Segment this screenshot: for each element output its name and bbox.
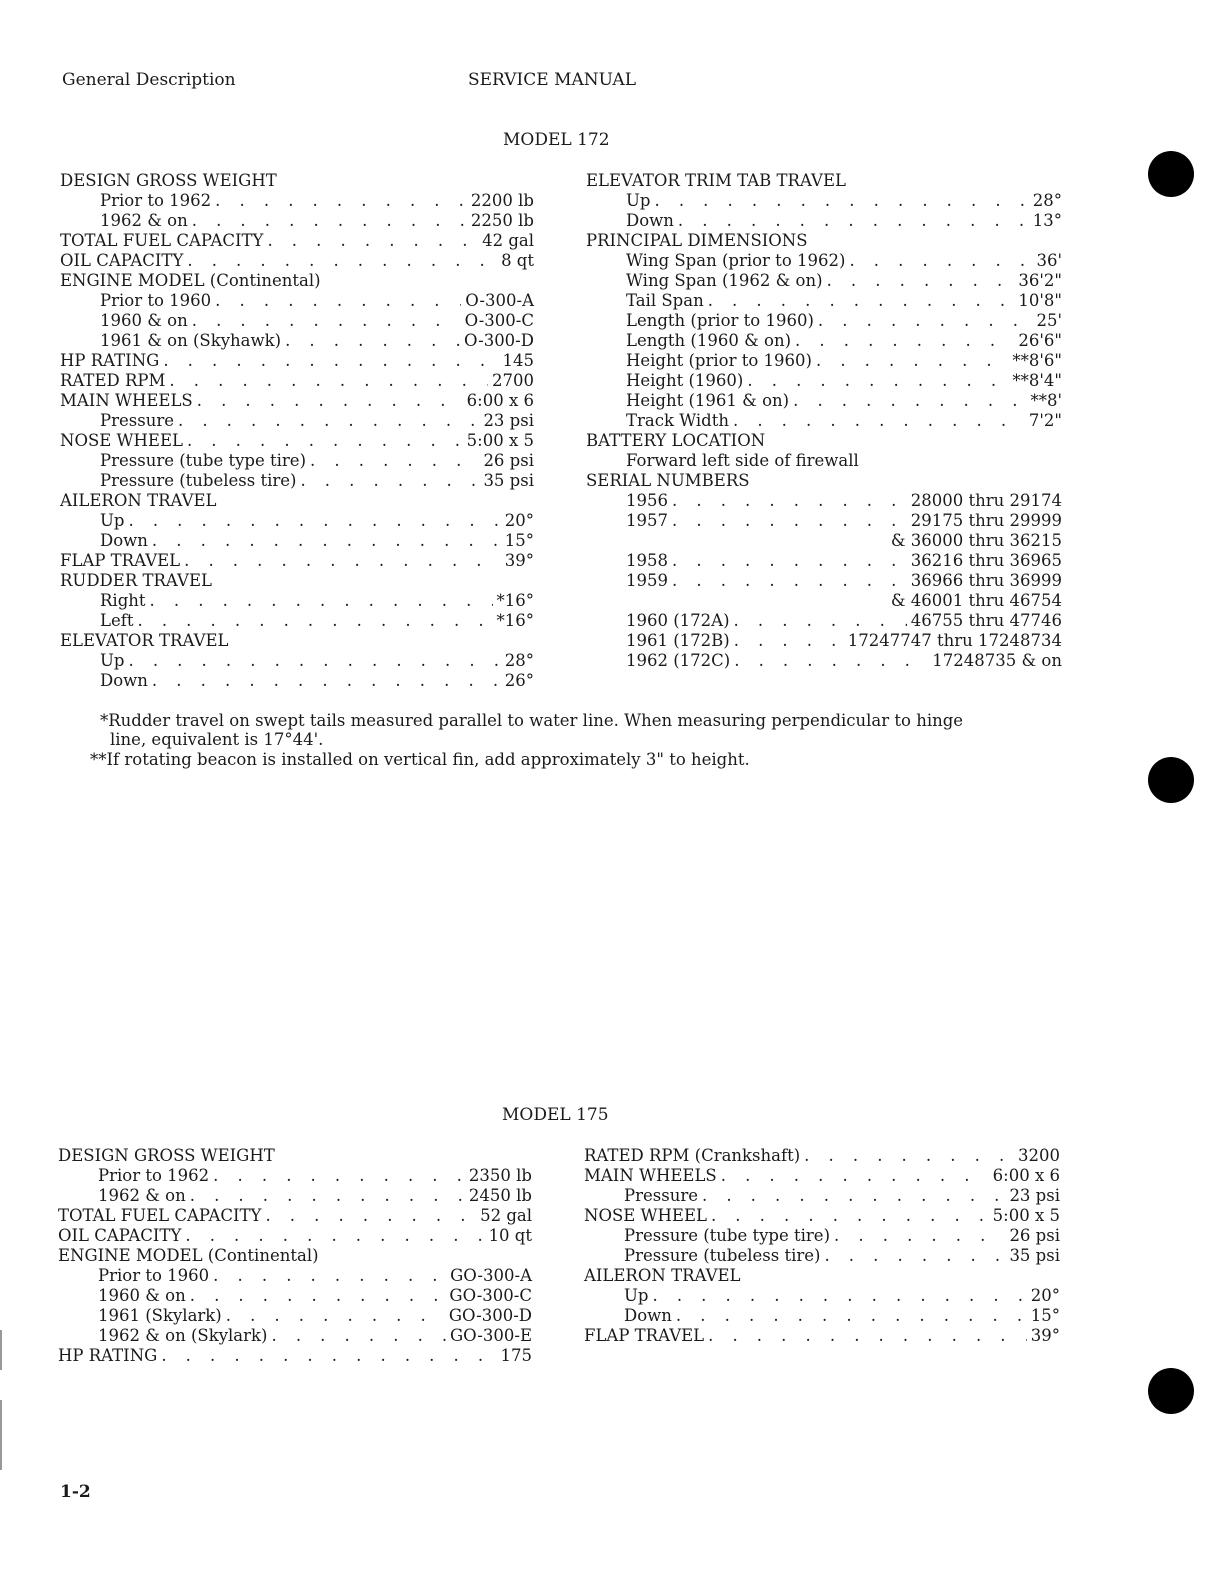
spec-row: [584, 1326, 1060, 1346]
spec-row: [586, 211, 1062, 231]
spec-label: Prior to 1960: [98, 1266, 210, 1285]
leader-dots: [827, 271, 1015, 291]
margin-mark: [0, 1330, 2, 1370]
spec-label: ELEVATOR TRIM TAB TRAVEL: [586, 171, 846, 190]
spec-value: GO-300-E: [449, 1326, 532, 1345]
spec-row: [60, 451, 534, 471]
spec-label: Pressure: [624, 1186, 698, 1205]
spec-row: [586, 251, 1062, 271]
spec-value: 8 qt: [501, 251, 534, 270]
spec-row: [60, 291, 534, 311]
model-172-right-column: [586, 171, 1062, 671]
leader-dots: [265, 1206, 476, 1226]
spec-value: 26'6": [1018, 331, 1062, 350]
spec-label: Height (1960): [626, 371, 744, 390]
spec-value: 20°: [1030, 1286, 1060, 1305]
leader-dots: [804, 1146, 1014, 1166]
spec-value: 2450 lb: [468, 1186, 532, 1205]
spec-value: 36966 thru 36999: [910, 571, 1062, 590]
leader-dots: [721, 1166, 989, 1186]
leader-dots: [128, 511, 500, 531]
spec-row: [60, 651, 534, 671]
spec-label: PRINCIPAL DIMENSIONS: [586, 231, 808, 250]
spec-value: 36': [1036, 251, 1062, 270]
leader-dots: [652, 1286, 1026, 1306]
spec-label: DESIGN GROSS WEIGHT: [60, 171, 277, 190]
spec-value: 15°: [1030, 1306, 1060, 1325]
spec-value: 2700: [492, 371, 534, 390]
leader-dots: [672, 491, 907, 511]
spec-value: 36216 thru 36965: [910, 551, 1062, 570]
spec-row: [60, 571, 534, 591]
spec-row: [58, 1266, 532, 1286]
spec-label: Up: [626, 191, 651, 210]
spec-row: [60, 171, 534, 191]
spec-label: ENGINE MODEL (Continental): [60, 271, 321, 290]
spec-row: [60, 371, 534, 391]
spec-label: Prior to 1960: [100, 291, 212, 310]
spec-label: Pressure (tube type tire): [100, 451, 307, 470]
spec-row: [60, 551, 534, 571]
spec-value: 5:00 x 5: [992, 1206, 1060, 1225]
spec-row: [586, 611, 1062, 631]
spec-row: [586, 471, 1062, 491]
spec-value: GO-300-D: [448, 1306, 532, 1325]
spec-label: NOSE WHEEL: [60, 431, 183, 450]
spec-value: 52 gal: [480, 1206, 532, 1225]
leader-dots: [816, 351, 1008, 371]
spec-row: [586, 451, 1062, 471]
leader-dots: [187, 431, 463, 451]
spec-value: 6:00 x 6: [466, 391, 534, 410]
spec-value: **8'6": [1012, 351, 1062, 370]
spec-value: GO-300-A: [450, 1266, 532, 1285]
spec-value: 145: [502, 351, 534, 370]
spec-value: 35 psi: [483, 471, 534, 490]
spec-label: Height (prior to 1960): [626, 351, 812, 370]
leader-dots: [711, 1206, 989, 1226]
leader-dots: [187, 251, 497, 271]
spec-label: 1958: [626, 551, 668, 570]
spec-label: OIL CAPACITY: [60, 251, 184, 270]
spec-row: [60, 631, 534, 651]
spec-row: [586, 551, 1062, 571]
spec-label: TOTAL FUEL CAPACITY: [58, 1206, 262, 1225]
spec-value: **8'4": [1012, 371, 1062, 390]
spec-row: [586, 331, 1062, 351]
spec-value: 6:00 x 6: [992, 1166, 1060, 1185]
spec-row: [584, 1246, 1060, 1266]
spec-row: [586, 411, 1062, 431]
leader-dots: [708, 1326, 1027, 1346]
spec-label: Right: [100, 591, 146, 610]
spec-label: Pressure (tubeless tire): [100, 471, 297, 490]
spec-label: 1959: [626, 571, 668, 590]
leader-dots: [678, 211, 1029, 231]
leader-dots: [267, 231, 478, 251]
spec-row: [584, 1146, 1060, 1166]
leader-dots: [734, 651, 928, 671]
spec-label: 1960 & on: [98, 1286, 186, 1305]
spec-label: Forward left side of firewall: [626, 451, 859, 470]
spec-row: [60, 191, 534, 211]
spec-row: [584, 1226, 1060, 1246]
spec-row: [586, 271, 1062, 291]
spec-label: SERIAL NUMBERS: [586, 471, 750, 490]
spec-label: 1961 & on (Skyhawk): [100, 331, 282, 350]
spec-value: 29175 thru 29999: [910, 511, 1062, 530]
spec-label: 1962 & on (Skylark): [98, 1326, 268, 1345]
spec-value: 23 psi: [483, 411, 534, 430]
spec-row: [60, 471, 534, 491]
spec-value: 46755 thru 47746: [910, 611, 1062, 630]
spec-label: Up: [100, 511, 125, 530]
spec-value: 7'2": [1028, 411, 1062, 430]
spec-label: OIL CAPACITY: [58, 1226, 182, 1245]
spec-row: [586, 391, 1062, 411]
spec-label: RATED RPM (Crankshaft): [584, 1146, 801, 1165]
spec-label: Down: [100, 531, 148, 550]
spec-value: 3200: [1018, 1146, 1060, 1165]
spec-value: 2250 lb: [470, 211, 534, 230]
spec-label: Prior to 1962: [98, 1166, 210, 1185]
spec-row: [60, 591, 534, 611]
spec-label: Up: [624, 1286, 649, 1305]
leader-dots: [824, 1246, 1005, 1266]
leader-dots: [672, 511, 907, 531]
spec-value: 2200 lb: [470, 191, 534, 210]
spec-row: [60, 211, 534, 231]
spec-row: [584, 1186, 1060, 1206]
spec-row: [586, 371, 1062, 391]
leader-dots: [733, 411, 1025, 431]
spec-value: 2350 lb: [468, 1166, 532, 1185]
spec-value: 39°: [1030, 1326, 1060, 1345]
leader-dots: [747, 371, 1008, 391]
spec-label: RATED RPM: [60, 371, 166, 390]
model-175-right-column: [584, 1146, 1060, 1346]
spec-value: *16°: [496, 611, 534, 630]
spec-row: [586, 171, 1062, 191]
spec-label: Wing Span (1962 & on): [626, 271, 823, 290]
spec-label: Length (prior to 1960): [626, 311, 814, 330]
leader-dots: [654, 191, 1028, 211]
leader-dots: [190, 1286, 446, 1306]
spec-row: [60, 511, 534, 531]
leader-dots: [215, 291, 461, 311]
model-175-title: MODEL 175: [502, 1105, 609, 1125]
spec-row: [584, 1166, 1060, 1186]
spec-label: Left: [100, 611, 134, 630]
spec-value: 28°: [504, 651, 534, 670]
spec-value: 25': [1036, 311, 1062, 330]
spec-label: Track Width: [626, 411, 729, 430]
spec-row: [586, 591, 1062, 611]
spec-row: [584, 1306, 1060, 1326]
spec-value: *16°: [496, 591, 534, 610]
spec-row: [586, 651, 1062, 671]
spec-row: [60, 491, 534, 511]
spec-value: 28°: [1032, 191, 1062, 210]
leader-dots: [672, 551, 907, 571]
page-number: 1-2: [60, 1482, 91, 1502]
spec-label: 1962 (172C): [626, 651, 731, 670]
spec-label: 1961 (172B): [626, 631, 730, 650]
spec-row: [586, 431, 1062, 451]
spec-label: FLAP TRAVEL: [584, 1326, 705, 1345]
spec-label: 1957: [626, 511, 668, 530]
spec-row: [584, 1206, 1060, 1226]
spec-label: Down: [100, 671, 148, 690]
leader-dots: [834, 1226, 1005, 1246]
spec-label: Down: [624, 1306, 672, 1325]
spec-value: O-300-C: [464, 311, 534, 330]
leader-dots: [310, 451, 479, 471]
running-header-left: General Description: [62, 70, 236, 90]
leader-dots: [676, 1306, 1027, 1326]
spec-row: [60, 411, 534, 431]
spec-value: 15°: [504, 531, 534, 550]
spec-value: O-300-D: [463, 331, 534, 350]
spec-row: [58, 1206, 532, 1226]
spec-row: [60, 531, 534, 551]
spec-label: 1962 & on: [100, 211, 188, 230]
leader-dots: [163, 351, 498, 371]
spec-value: 5:00 x 5: [466, 431, 534, 450]
spec-row: [586, 571, 1062, 591]
leader-dots: [192, 211, 467, 231]
spec-row: [586, 491, 1062, 511]
spec-row: [58, 1146, 532, 1166]
leader-dots: [702, 1186, 1005, 1206]
spec-label: Pressure: [100, 411, 174, 430]
leader-dots: [190, 1186, 465, 1206]
leader-dots: [795, 331, 1014, 351]
spec-label: Wing Span (prior to 1962): [626, 251, 846, 270]
leader-dots: [152, 531, 501, 551]
spec-label: Up: [100, 651, 125, 670]
leader-dots: [213, 1166, 465, 1186]
spec-label: TOTAL FUEL CAPACITY: [60, 231, 264, 250]
leader-dots: [734, 631, 844, 651]
spec-label: Pressure (tube type tire): [624, 1226, 831, 1245]
spec-value: 23 psi: [1009, 1186, 1060, 1205]
spec-row: [60, 431, 534, 451]
spec-value: O-300-A: [465, 291, 534, 310]
spec-row: [60, 231, 534, 251]
spec-row: [58, 1226, 532, 1246]
leader-dots: [150, 591, 493, 611]
spec-row: [58, 1326, 532, 1346]
spec-value: 26 psi: [483, 451, 534, 470]
spec-value: 26 psi: [1009, 1226, 1060, 1245]
spec-value: 28000 thru 29174: [910, 491, 1062, 510]
leader-dots: [300, 471, 479, 491]
spec-row: [58, 1166, 532, 1186]
spec-row: [58, 1306, 532, 1326]
spec-row: [58, 1186, 532, 1206]
leader-dots: [137, 611, 492, 631]
spec-label: MAIN WHEELS: [60, 391, 193, 410]
spec-label: Length (1960 & on): [626, 331, 792, 350]
spec-row: [60, 311, 534, 331]
leader-dots: [197, 391, 463, 411]
leader-dots: [672, 571, 907, 591]
spec-row: [586, 531, 1062, 551]
spec-label: DESIGN GROSS WEIGHT: [58, 1146, 275, 1165]
spec-value: & 36000 thru 36215: [890, 531, 1062, 550]
spec-row: [586, 311, 1062, 331]
spec-row: [586, 231, 1062, 251]
running-header-title: SERVICE MANUAL: [468, 70, 636, 90]
spec-label: HP RATING: [58, 1346, 158, 1365]
spec-row: [60, 671, 534, 691]
binder-hole-middle: [1148, 757, 1194, 803]
leader-dots: [793, 391, 1026, 411]
spec-value: 26°: [504, 671, 534, 690]
leader-dots: [271, 1326, 446, 1346]
spec-row: [60, 331, 534, 351]
leader-dots: [849, 251, 1032, 271]
spec-label: Height (1961 & on): [626, 391, 790, 410]
spec-row: [58, 1286, 532, 1306]
spec-label: ENGINE MODEL (Continental): [58, 1246, 319, 1265]
spec-label: FLAP TRAVEL: [60, 551, 181, 570]
spec-label: HP RATING: [60, 351, 160, 370]
spec-label: Prior to 1962: [100, 191, 212, 210]
binder-hole-bottom: [1148, 1368, 1194, 1414]
binder-hole-top: [1148, 151, 1194, 197]
spec-label: 1956: [626, 491, 668, 510]
spec-label: AILERON TRAVEL: [60, 491, 217, 510]
spec-value: 39°: [504, 551, 534, 570]
spec-row: [60, 251, 534, 271]
spec-value: 36'2": [1018, 271, 1062, 290]
spec-label: 1961 (Skylark): [98, 1306, 222, 1325]
leader-dots: [184, 551, 501, 571]
spec-row: [60, 611, 534, 631]
spec-row: [586, 351, 1062, 371]
spec-row: [584, 1266, 1060, 1286]
spec-label: AILERON TRAVEL: [584, 1266, 741, 1285]
leader-dots: [128, 651, 500, 671]
spec-row: [60, 391, 534, 411]
spec-value: 20°: [504, 511, 534, 530]
spec-label: ELEVATOR TRAVEL: [60, 631, 229, 650]
spec-label: 1962 & on: [98, 1186, 186, 1205]
spec-row: [60, 271, 534, 291]
margin-mark: [0, 1400, 2, 1470]
spec-label: MAIN WHEELS: [584, 1166, 717, 1185]
leader-dots: [226, 1306, 445, 1326]
spec-label: BATTERY LOCATION: [586, 431, 766, 450]
spec-label: Down: [626, 211, 674, 230]
spec-row: [586, 631, 1062, 651]
spec-value: 10'8": [1018, 291, 1062, 310]
leader-dots: [169, 371, 488, 391]
spec-value: 13°: [1032, 211, 1062, 230]
model-172-title: MODEL 172: [503, 130, 610, 150]
leader-dots: [152, 671, 501, 691]
model-175-left-column: [58, 1146, 532, 1366]
leader-dots: [818, 311, 1033, 331]
spec-value: 35 psi: [1009, 1246, 1060, 1265]
spec-value: & 46001 thru 46754: [890, 591, 1062, 610]
footnote-rudder: *Rudder travel on swept tails measured parallel to water line. When measuring perpendicular to hinge: [100, 711, 964, 730]
leader-dots: [215, 191, 467, 211]
spec-value: 10 qt: [488, 1226, 532, 1245]
spec-value: 17247747 thru 17248734: [847, 631, 1062, 650]
spec-row: [586, 191, 1062, 211]
leader-dots: [213, 1266, 446, 1286]
spec-label: 1960 & on: [100, 311, 188, 330]
footnote-rudder-cont: line, equivalent is 17°44'.: [110, 730, 324, 749]
leader-dots: [185, 1226, 484, 1246]
spec-label: RUDDER TRAVEL: [60, 571, 212, 590]
leader-dots: [178, 411, 479, 431]
leader-dots: [708, 291, 1015, 311]
model-172-left-column: [60, 171, 534, 691]
spec-label: NOSE WHEEL: [584, 1206, 707, 1225]
spec-value: 17248735 & on: [932, 651, 1062, 670]
spec-label: Tail Span: [626, 291, 704, 310]
spec-row: [58, 1246, 532, 1266]
spec-row: [584, 1286, 1060, 1306]
footnote-beacon: **If rotating beacon is installed on vertical fin, add approximately 3" to height.: [90, 750, 750, 769]
spec-value: GO-300-C: [449, 1286, 532, 1305]
leader-dots: [161, 1346, 496, 1366]
spec-row: [58, 1346, 532, 1366]
spec-value: **8': [1030, 391, 1062, 410]
spec-row: [586, 511, 1062, 531]
spec-label: 1960 (172A): [626, 611, 730, 630]
spec-value: 175: [500, 1346, 532, 1365]
leader-dots: [285, 331, 460, 351]
spec-label: Pressure (tubeless tire): [624, 1246, 821, 1265]
spec-value: 42 gal: [482, 231, 534, 250]
spec-row: [60, 351, 534, 371]
leader-dots: [192, 311, 461, 331]
spec-row: [586, 291, 1062, 311]
leader-dots: [734, 611, 907, 631]
